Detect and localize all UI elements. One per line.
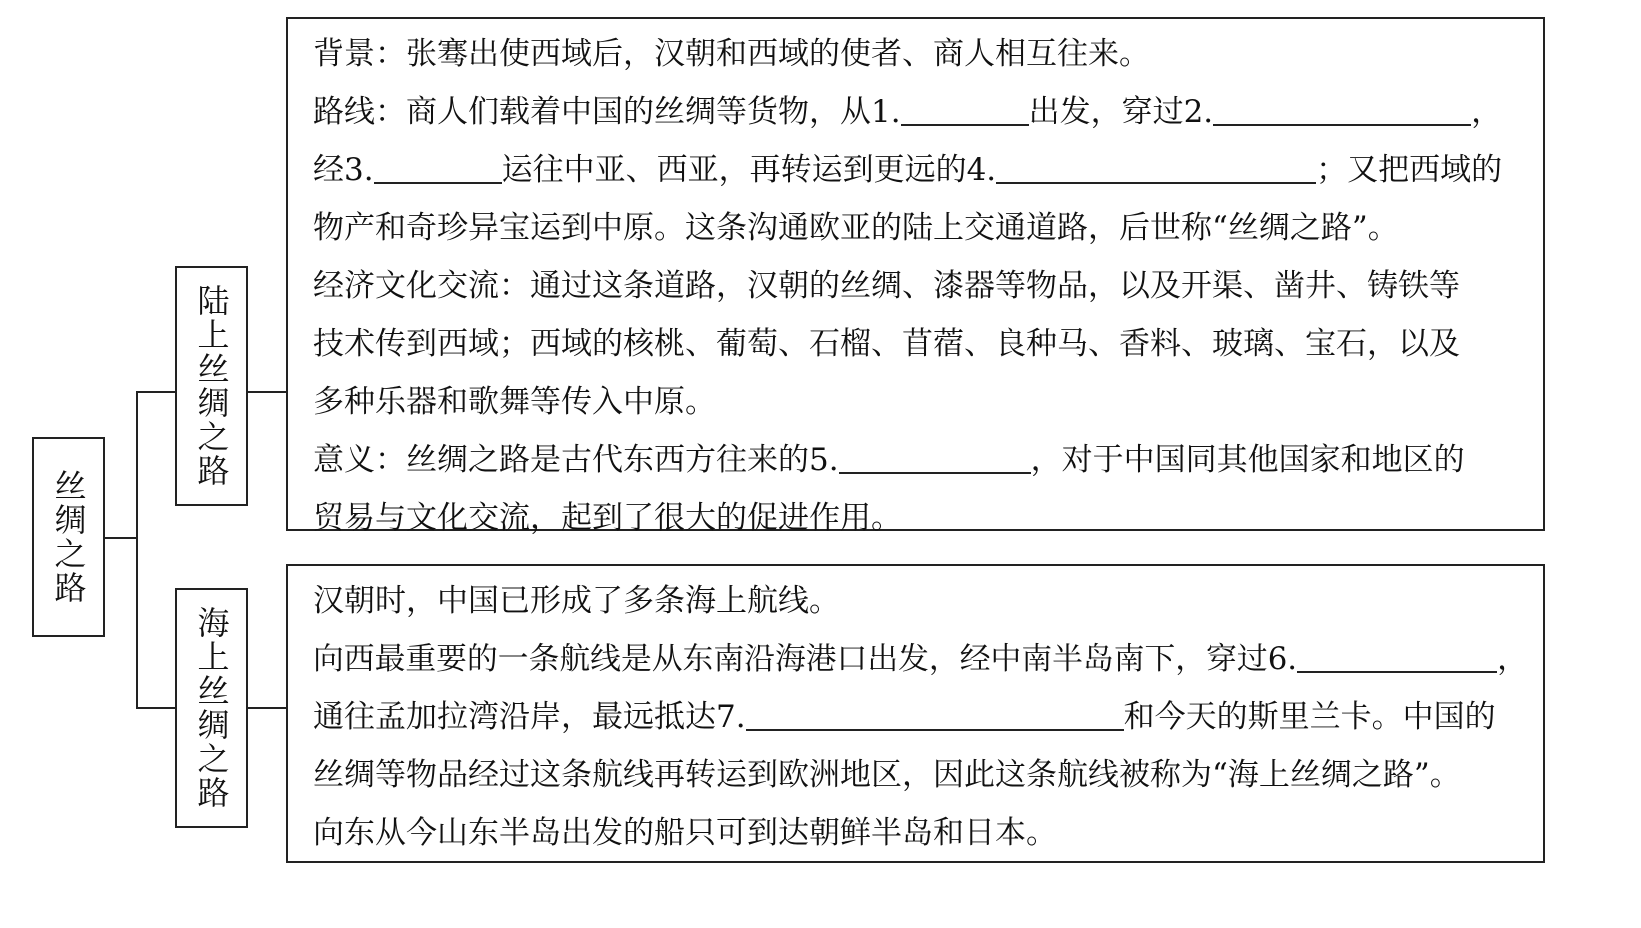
land-significance-text-a: 意义：丝绸之路是古代东西方往来的5.	[313, 442, 839, 478]
sea-line-intro	[313, 572, 1527, 630]
sea-route3-text: 丝绸等物品经过这条航线再转运到欧洲地区，因此这条航线被称为“海上丝绸之路”。	[313, 757, 1461, 793]
land-line-route-1	[313, 83, 1527, 141]
sea-node	[175, 588, 248, 828]
root-node	[32, 437, 105, 637]
land-exchange-text-2: 技术传到西域；西域的核桃、葡萄、石榴、苜蓿、良种马、香料、玻璃、宝石，以及	[313, 326, 1460, 362]
sea-route-text-a: 向西最重要的一条航线是从东南沿海港口出发，经中南半岛南下，穿过6.	[313, 641, 1298, 677]
sea-line-route-2	[313, 688, 1527, 746]
sea-east-text: 向东从今山东半岛出发的船只可到达朝鲜半岛和日本。	[313, 815, 1057, 851]
land-route2-text-a: 经3.	[313, 152, 374, 188]
land-route3-text: 物产和奇珍异宝运到中原。这条沟通欧亚的陆上交通道路，后世称“丝绸之路”。	[313, 210, 1399, 246]
sea-panel	[286, 564, 1545, 863]
sea-label: 海上丝绸之路	[192, 606, 231, 810]
blank-3	[374, 148, 502, 184]
sea-intro-text: 汉朝时，中国已形成了多条海上航线。	[313, 583, 840, 619]
land-line-exchange-3	[313, 373, 1527, 431]
sea-line-route-1	[313, 630, 1527, 688]
land-label: 陆上丝绸之路	[192, 284, 231, 488]
land-panel	[286, 17, 1545, 536]
land-line-exchange-1	[313, 257, 1527, 315]
land-line-route-3	[313, 199, 1527, 257]
land-route2-text-b: 运往中亚、西亚，再转运到更远的4.	[501, 152, 997, 188]
land-node	[175, 266, 248, 506]
land-route-text-b: 出发，穿过2.	[1028, 94, 1214, 130]
land-line-exchange-2	[313, 315, 1527, 373]
land-line-significance-2	[313, 489, 1527, 547]
land-line-route-2	[313, 141, 1527, 199]
blank-5	[839, 438, 1031, 474]
land-exchange-text-1: 经济文化交流：通过这条道路，汉朝的丝绸、漆器等物品，以及开渠、凿井、铸铁等	[313, 268, 1460, 304]
land-significance-text-2: 贸易与文化交流，起到了很大的促进作用。	[313, 500, 902, 536]
connector-land-out	[246, 391, 287, 393]
land-line-significance-1	[313, 431, 1527, 489]
sea-route2-text-b: 和今天的斯里兰卡。中国的	[1123, 699, 1496, 735]
sea-route-text-b: ，	[1497, 641, 1528, 677]
land-significance-text-b: ，对于中国同其他国家和地区的	[1030, 442, 1465, 478]
connector-root	[104, 537, 138, 539]
sea-line-route-3	[313, 746, 1527, 804]
blank-2	[1213, 90, 1471, 126]
land-route-text-a: 路线：商人们载着中国的丝绸等货物，从1.	[313, 94, 901, 130]
blank-6	[1297, 637, 1497, 673]
land-exchange-text-3: 多种乐器和歌舞等传入中原。	[313, 384, 716, 420]
sea-line-east	[313, 804, 1527, 862]
sea-route2-text-a: 通往孟加拉湾沿岸，最远抵达7.	[313, 699, 746, 735]
root-label: 丝绸之路	[49, 469, 88, 605]
land-route2-text-c: ；又把西域的	[1316, 152, 1503, 188]
land-route-text-c: ，	[1471, 94, 1503, 130]
connector-trunk	[136, 391, 138, 709]
land-background-text: 背景：张骞出使西域后，汉朝和西域的使者、商人相互往来。	[313, 36, 1150, 72]
blank-4	[996, 148, 1316, 184]
connector-sea-out	[246, 707, 287, 709]
blank-7	[746, 695, 1124, 731]
blank-1	[901, 90, 1029, 126]
connector-sea-in	[136, 707, 177, 709]
land-line-background	[313, 25, 1527, 83]
connector-land-in	[136, 391, 177, 393]
